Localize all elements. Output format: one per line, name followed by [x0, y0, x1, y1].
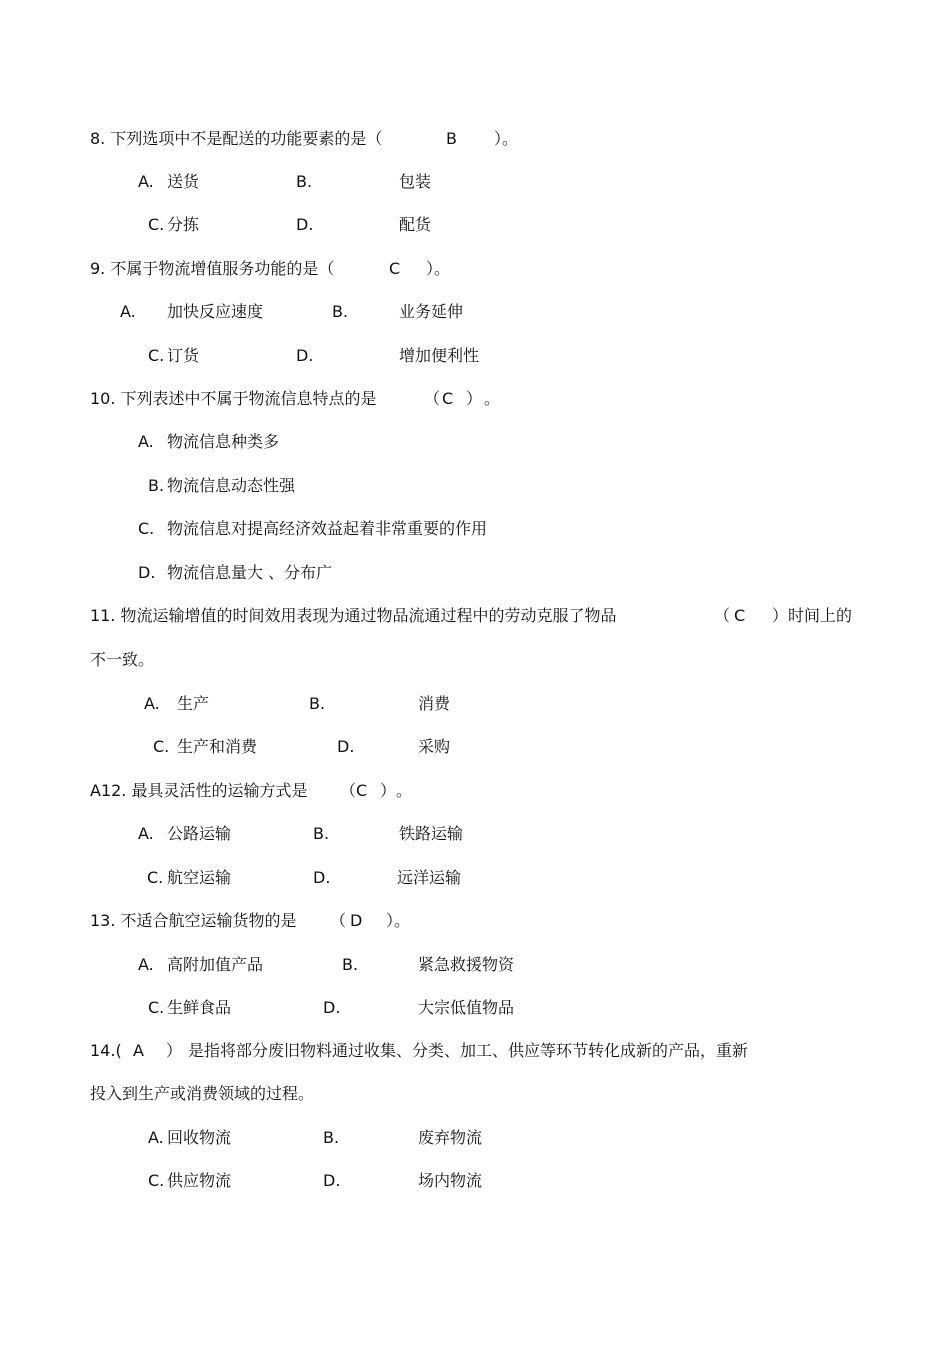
q12-option-d-text: 远洋运输 [397, 868, 462, 887]
q11-open-paren: （ [714, 606, 731, 625]
q12-answer: C [356, 781, 368, 800]
q10-option-d-letter: D. [138, 563, 156, 582]
q10-option-c-text: 物流信息对提高经济效益起着非常重要的作用 [167, 519, 488, 538]
q9-option-a-text: 加快反应速度 [167, 302, 264, 321]
q9-option-c-letter: C. [148, 346, 165, 365]
q13-open-paren: （ [330, 911, 347, 930]
q11-answer: C [734, 606, 746, 625]
q9-stem-end: ）。 [426, 259, 451, 278]
q13-option-b-letter: B. [342, 955, 359, 974]
question-8-stem [90, 129, 519, 149]
q9-option-c-text: 订货 [167, 346, 200, 365]
q9-option-a-letter: A. [120, 302, 136, 321]
q11-option-b-text: 消费 [418, 694, 451, 713]
q14-option-a-letter: A. [148, 1128, 164, 1147]
q13-stem-text: 13. 不适合航空运输货物的是 [90, 911, 297, 930]
q14-option-a-text: 回收物流 [167, 1128, 232, 1147]
question-14-stem-line2: 投入到生产或消费领域的过程。 [90, 1084, 315, 1103]
q11-stem-text: 11. 物流运输增值的时间效用表现为通过物品流通过程中的劳动克服了物品 [90, 606, 617, 625]
q11-option-c-text: 生产和消费 [177, 737, 258, 756]
q11-option-a-letter: A. [144, 694, 160, 713]
q9-option-b-text: 业务延伸 [399, 302, 464, 321]
q11-option-d-letter: D. [337, 737, 355, 756]
q12-close-paren: ） [380, 781, 397, 800]
q11-option-c-letter: C. [153, 737, 170, 756]
q8-option-a-text: 送货 [167, 172, 200, 191]
q10-close-paren: ） [466, 389, 483, 408]
q13-option-b-text: 紧急救援物资 [418, 955, 515, 974]
q12-open-paren: （ [340, 781, 357, 800]
question-12-stem [90, 781, 413, 801]
q8-option-c-text: 分拣 [167, 215, 200, 234]
q13-option-d-text: 大宗低值物品 [418, 998, 515, 1017]
q13-option-a-text: 高附加值产品 [167, 955, 264, 974]
q12-option-b-letter: B. [313, 824, 330, 843]
q12-option-c-text: 航空运输 [167, 868, 232, 887]
q8-answer: B [446, 129, 457, 148]
q11-stem-tail: ）时间上的 [772, 606, 853, 625]
q10-open-paren: （ [424, 389, 441, 408]
question-9-stem [90, 259, 451, 279]
q13-answer: D [350, 911, 363, 930]
q10-stem-end: 。 [484, 389, 501, 408]
q11-option-d-text: 采购 [418, 737, 451, 756]
q11-option-a-text: 生产 [177, 694, 210, 713]
q8-option-b-letter: B. [296, 172, 313, 191]
q13-option-d-letter: D. [323, 998, 341, 1017]
q14-option-d-text: 场内物流 [418, 1171, 483, 1190]
q14-stem-start: 14.( [90, 1041, 122, 1060]
q13-option-c-letter: C. [148, 998, 165, 1017]
q12-option-c-letter: C. [147, 868, 164, 887]
q10-option-a-text: 物流信息种类多 [167, 432, 280, 451]
q8-option-d-text: 配货 [399, 215, 432, 234]
question-11-stem-line2: 不一致。 [90, 650, 155, 669]
q14-option-b-letter: B. [323, 1128, 340, 1147]
q14-answer: A [133, 1041, 144, 1060]
q10-option-b-letter: B. [148, 476, 165, 495]
question-10-stem [90, 389, 501, 409]
q10-option-c-letter: C. [138, 519, 155, 538]
question-13-stem [90, 911, 411, 931]
q8-stem-text: 8. 下列选项中不是配送的功能要素的是（ [90, 129, 383, 148]
q14-option-d-letter: D. [323, 1171, 341, 1190]
question-14-stem [90, 1041, 749, 1061]
q10-stem-text: 10. 下列表述中不属于物流信息特点的是 [90, 389, 377, 408]
q9-answer: C [389, 259, 401, 278]
q10-option-a-letter: A. [138, 432, 154, 451]
q8-option-c-letter: C. [148, 215, 165, 234]
q10-answer: C [442, 389, 454, 408]
q12-option-b-text: 铁路运输 [399, 824, 464, 843]
q9-option-b-letter: B. [332, 302, 349, 321]
q9-stem-text: 9. 不属于物流增值服务功能的是（ [90, 259, 335, 278]
q10-option-b-text: 物流信息动态性强 [167, 476, 296, 495]
q14-option-c-text: 供应物流 [167, 1171, 232, 1190]
question-11-stem [90, 606, 853, 626]
q8-stem-end: ）。 [494, 129, 519, 148]
q12-option-a-text: 公路运输 [167, 824, 232, 843]
q9-option-d-text: 增加便利性 [399, 346, 480, 365]
q9-option-d-letter: D. [296, 346, 314, 365]
q14-close-paren: ） [166, 1041, 183, 1060]
q12-option-a-letter: A. [138, 824, 154, 843]
q12-stem-end: 。 [396, 781, 413, 800]
q8-option-a-letter: A. [138, 172, 154, 191]
q13-option-a-letter: A. [138, 955, 154, 974]
q14-option-c-letter: C. [148, 1171, 165, 1190]
q11-option-b-letter: B. [309, 694, 326, 713]
q8-option-d-letter: D. [296, 215, 314, 234]
q12-stem-text: A12. 最具灵活性的运输方式是 [90, 781, 308, 800]
q14-stem-text: 是指将部分废旧物料通过收集、分类、加工、供应等环节转化成新的产品，重新 [188, 1041, 749, 1060]
q12-option-d-letter: D. [313, 868, 331, 887]
q13-option-c-text: 生鲜食品 [167, 998, 232, 1017]
q10-option-d-text: 物流信息量大 、分布广 [167, 563, 333, 582]
q14-option-b-text: 废弃物流 [418, 1128, 483, 1147]
q8-option-b-text: 包装 [399, 172, 432, 191]
q13-stem-end: ）。 [386, 911, 411, 930]
